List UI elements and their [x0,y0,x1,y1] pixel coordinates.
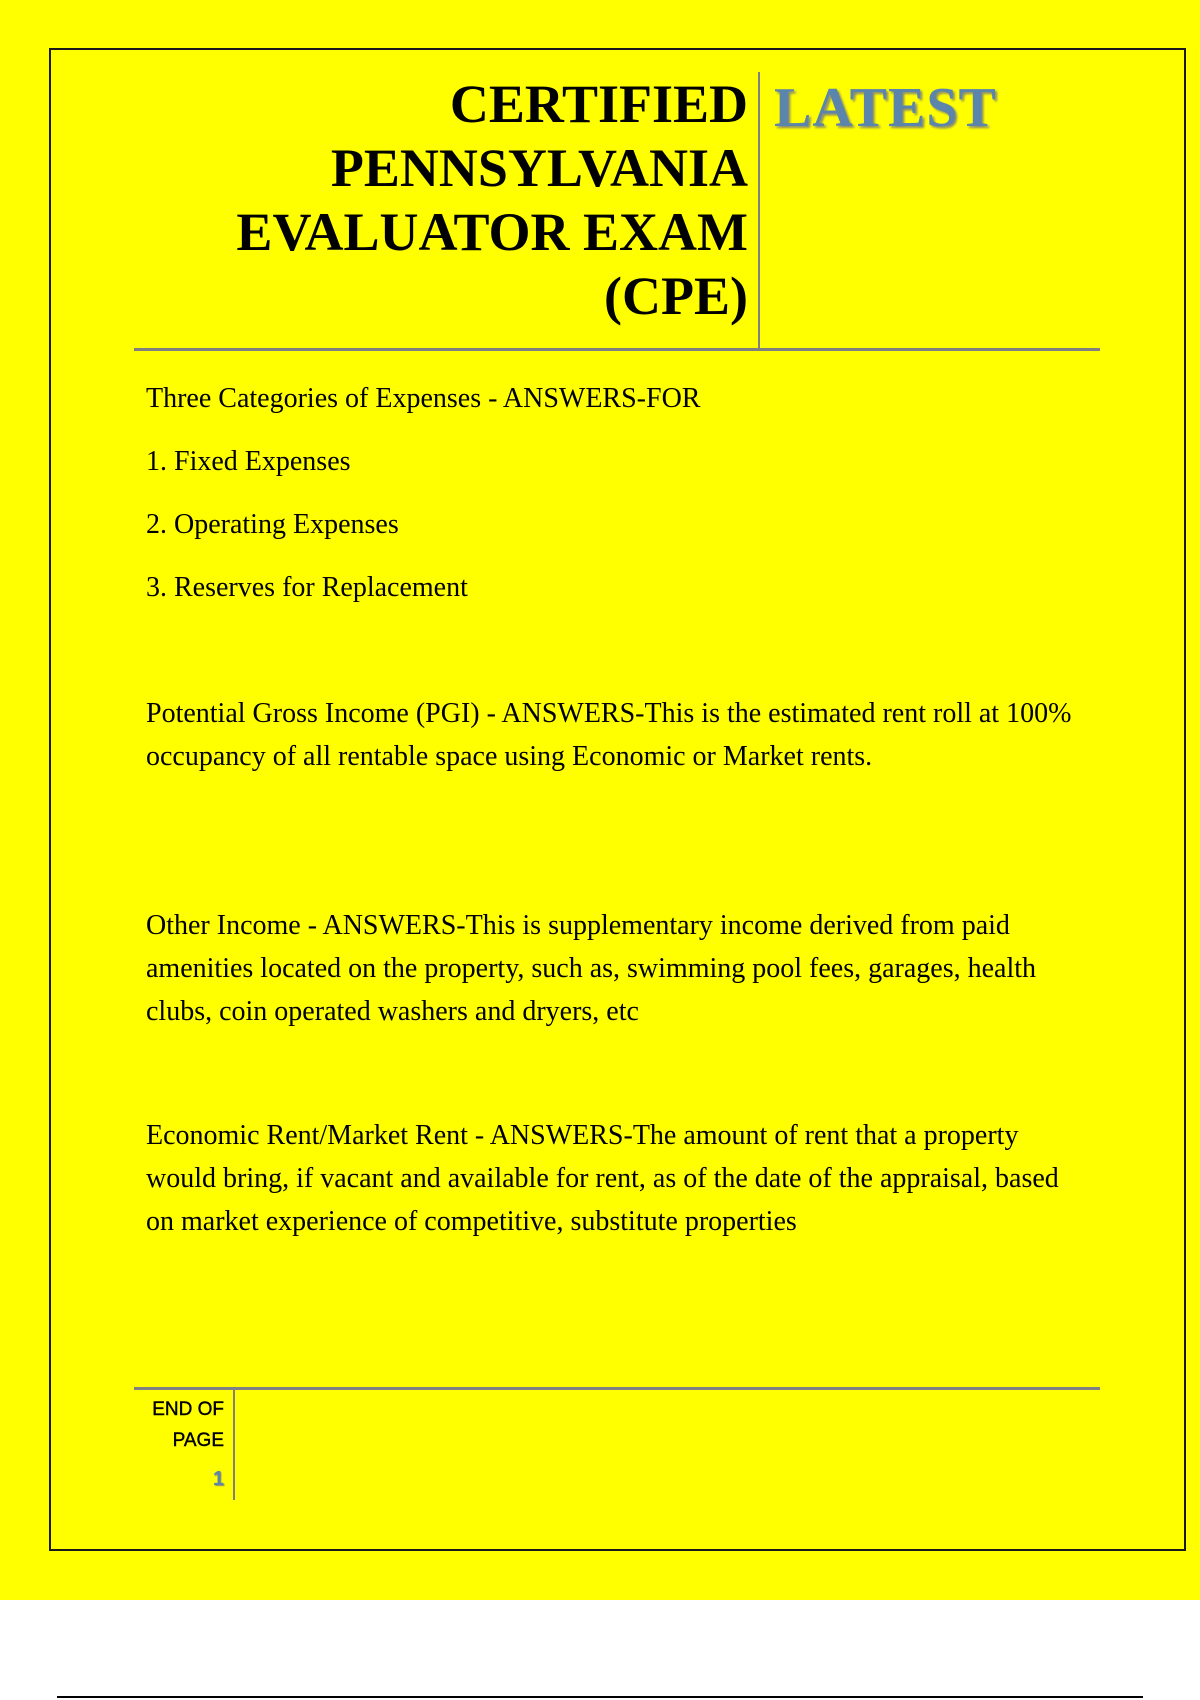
title-line-3: EVALUATOR EXAM [236,202,748,262]
title-line-1: CERTIFIED [449,74,748,134]
title-line-2: PENNSYLVANIA [330,138,748,198]
category-item-3: 3. Reserves for Replacement [146,572,468,603]
title-line-4: (CPE) [604,266,748,326]
footer-vertical-divider [233,1390,235,1500]
document-header [134,72,1100,350]
header-vertical-divider [758,72,760,350]
economic-rent-paragraph: Economic Rent/Market Rent - ANSWERS-The amount of rent that a property would bring, if vacant and available for rent, as of the date of the appraisal, based on market experience of competitive, substitute properties [146,1120,1059,1237]
header-rule [134,348,1100,351]
other-income-paragraph: Other Income - ANSWERS-This is supplementary income derived from paid amenities located on the property, such as, swimming pool fees, garages, health clubs, coin operated washers and dryers, etc [146,910,1037,1027]
latest-badge: LATEST [774,77,997,139]
bottom-rule [57,1696,1143,1698]
page-number: 1 [212,1468,224,1490]
pgi-paragraph: Potential Gross Income (PGI) - ANSWERS-This is the estimated rent roll at 100% occupancy of all rentable space using Economic or Market rents. [146,698,1072,772]
footer-rule [134,1387,1100,1390]
end-of-page-line-1: END OF [152,1399,224,1420]
end-of-page-label [134,1394,224,1456]
end-of-page-line-2: PAGE [172,1430,224,1451]
document-title [134,72,758,350]
category-item-2: 2. Operating Expenses [146,509,399,540]
categories-heading: Three Categories of Expenses - ANSWERS-FOR [146,383,701,414]
category-item-1: 1. Fixed Expenses [146,446,351,477]
